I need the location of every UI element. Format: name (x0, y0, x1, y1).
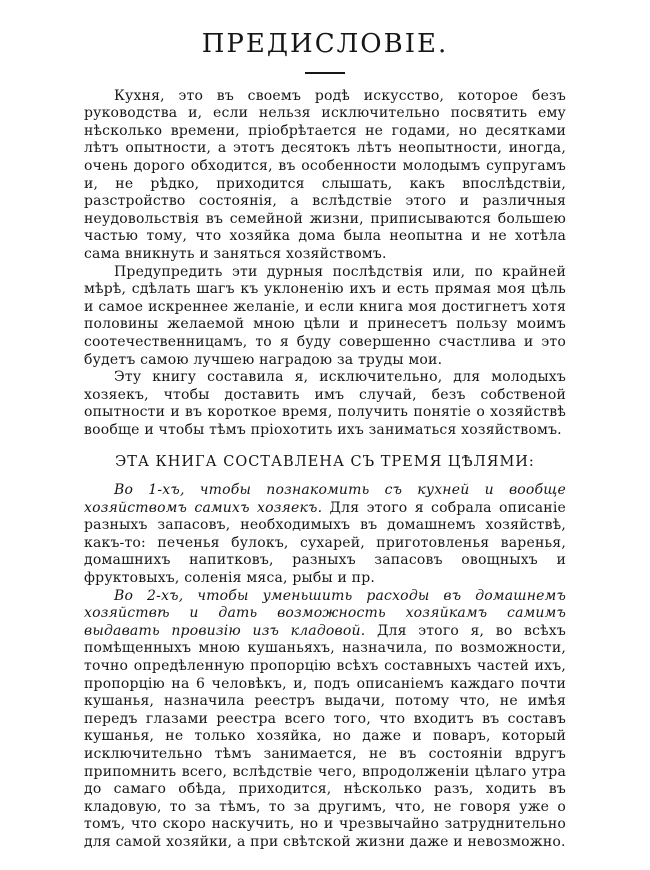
paragraph (84, 88, 566, 264)
text-block (84, 88, 566, 852)
page-title: ПРЕДИСЛОВІЕ. (201, 29, 449, 59)
paragraph-segment: Кухня, это въ своемъ родѣ искусство, которое безъ руководства и, если нельзя исключительно посвятить ему нѣсколько времени, пріобрѣтается не годами, но десятками лѣтъ опытности, а этотъ десятокъ лѣтъ неопытности, иногда, очень дорого обходится, въ особенности молодымъ супругамъ и, не рѣдко, приходится слышать, какъ впослѣдствіи, разстройство состоянія, а вслѣдствіе этого и различныя неудовольствія въ семейной жизни, приписываются большею частью тому, что хозяйка дома была неопытна и не хотѣла сама вникнуть и заняться хозяйствомъ. (84, 87, 566, 262)
aim-paragraphs (84, 482, 566, 851)
paragraph (84, 264, 566, 370)
paragraph (84, 369, 566, 439)
paragraph-segment: Для этого я, во всѣхъ помѣщенныхъ мною кушаньяхъ, назначила, по возможности, точно опредѣленную пропорцію всѣхъ составныхъ частей ихъ, пропорцію на 6 человѣкъ, и, подъ описаніемъ каждаго почти кушанья, назначила реестръ выдачи, потому что, не имѣя передъ глазами реестра всего того, что входитъ въ составъ кушанья, не только хозяйка, но даже и поваръ, который исключительно тѣмъ занимается, не въ состояніи вдругъ припомнить всего, вслѣдствіе чего, впродолженіи цѣлаго утра до самаго обѣда, приходится, нѣсколько разъ, ходить въ кладовую, то за тѣмъ, то за другимъ, что, не говоря уже о томъ, что скоро наскучить, но и чрезвычайно затруднительно для самой хозяйки, а при свѣтской жизни даже и невозможно. (84, 622, 566, 850)
paragraph-segment: Эту книгу составила я, исключительно, для молодыхъ хозяекъ, чтобы доставить имъ случай, безъ собственой опытности и въ короткое время, получить понятіе о хозяйствѣ вообще и чтобы тѣмъ пріохотить ихъ заниматься хозяйствомъ. (84, 369, 566, 438)
paragraph-segment: Для этого я собрала описаніе разныхъ запасовъ, необходимыхъ въ домашнемъ хозяйствѣ, какъ-то: печенья булокъ, сухарей, приготовленья варенья, домашнихъ напитковъ, разныхъ запасовъ овощныхъ и фруктовыхъ, соленія мяса, рыбы и пр. (84, 499, 567, 587)
paragraph-segment: Предупредить эти дурныя послѣдствія или, по крайней мѣрѣ, сдѣлать шагъ къ уклоненію ихъ и есть прямая моя цѣль и самое искреннее желаніе, и если книга моя достигнетъ хотя половины желаемой мною цѣли и принесетъ пользу моимъ соотечественницамъ, то я буду совершенно счастлива и это будетъ самою лучшею наградою за труды мои. (84, 263, 566, 368)
paragraph (84, 588, 566, 852)
paragraph (84, 482, 566, 588)
section-heading: ЭТА КНИГА СОСТАВЛЕНА СЪ ТРЕМЯ ЦѢЛЯМИ: (115, 454, 535, 471)
paragraph-segment-italic: Во 1-хъ, чтобы познакомить съ кухней и вообще хозяйствомъ самихъ хозяекъ. (84, 482, 566, 516)
title-divider (305, 72, 345, 74)
paragraph-segment-italic: Во 2-хъ, чтобы уменьшить расходы въ домашнемъ хозяйствѣ и дать возможность хозяйкамъ самимъ выдавать провизію изъ кладовой. (84, 587, 566, 639)
intro-paragraphs (84, 88, 566, 440)
